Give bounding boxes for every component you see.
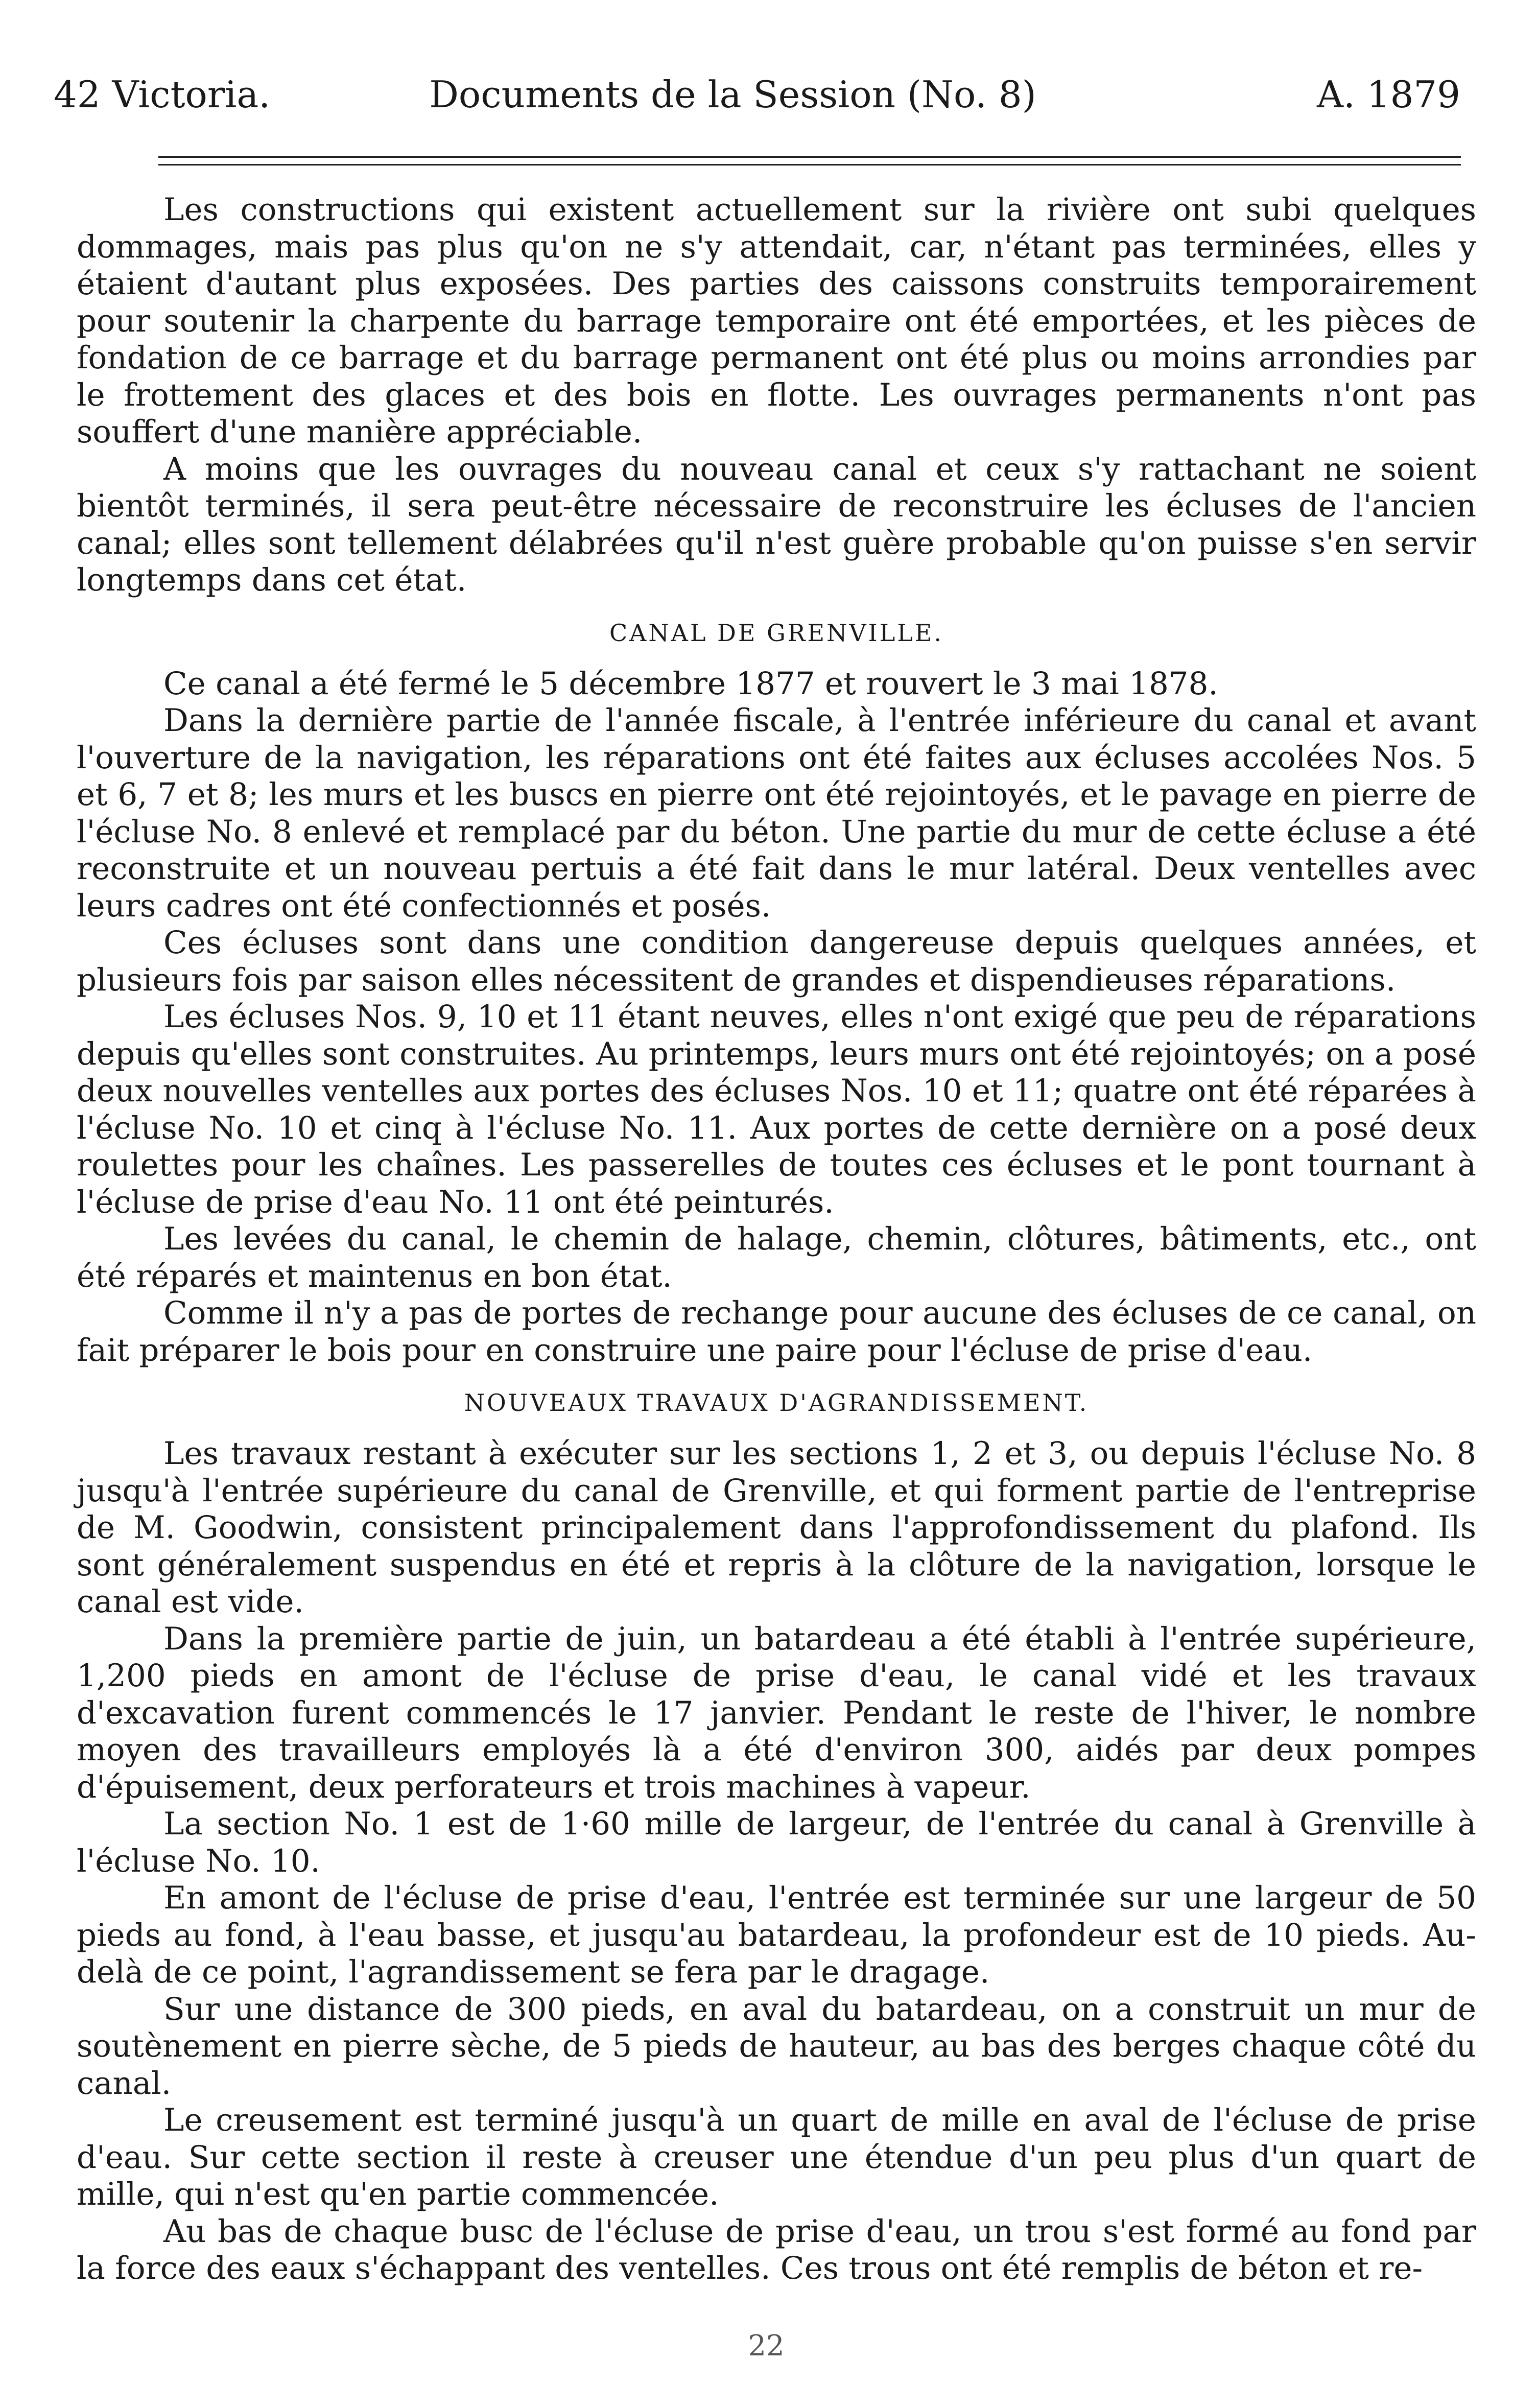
paragraph: Les constructions qui existent actuellement sur la rivière ont subi quelques dommages, mais pas plus qu'on ne s'y attendait, car, n'étant pas terminées, elles y étaient d'autant plus exposées. Des parties des caissons construits temporairement pour soutenir la charpente du barrage temporaire ont été emportées, et les pièces de fondation de ce barrage et du barrage permanent ont été plus ou moins arrondies par le frottement des glaces et des bois en flotte. Les ouvrages permanents n'ont pas souffert d'une manière appréciable. <box>77 192 1476 450</box>
paragraph: Comme il n'y a pas de portes de rechange pour aucune des écluses de ce canal, on fait préparer le bois pour en construire une paire pour l'écluse de prise d'eau. <box>77 1295 1476 1368</box>
page-body <box>77 192 1476 2287</box>
paragraph: Dans la première partie de juin, un batardeau a été établi à l'entrée supérieure, 1,200 pieds en amont de l'écluse de prise d'eau, le canal vidé et les travaux d'excavation furent commencés le 17 janvier. Pendant le reste de l'hiver, le nombre moyen des travailleurs employés là a été d'environ 300, aidés par deux pompes d'épuisement, deux perforateurs et trois machines à vapeur. <box>77 1620 1476 1805</box>
paragraph: Les travaux restant à exécuter sur les sections 1, 2 et 3, ou depuis l'écluse No. 8 jusqu'à l'entrée supérieure du canal de Grenville, et qui forment partie de l'entreprise de M. Goodwin, consistent principalement dans l'approfondissement du plafond. Ils sont généralement suspendus en été et repris à la clôture de la navigation, lorsque le canal est vide. <box>77 1435 1476 1620</box>
paragraph: A moins que les ouvrages du nouveau canal et ceux s'y rattachant ne soient bientôt terminés, il sera peut-être nécessaire de reconstruire les écluses de l'ancien canal; elles sont tellement délabrées qu'il n'est guère probable qu'on puisse s'en servir longtemps dans cet état. <box>77 451 1476 598</box>
paragraph: Les écluses Nos. 9, 10 et 11 étant neuves, elles n'ont exigé que peu de réparations depuis qu'elles sont construites. Au printemps, leurs murs ont été rejointoyés; on a posé deux nouvelles ventelles aux portes des écluses Nos. 10 et 11; quatre ont été réparées à l'écluse No. 10 et cinq à l'écluse No. 11. Aux portes de cette dernière on a posé deux roulettes pour les chaînes. Les passerelles de toutes ces écluses et le pont tournant à l'écluse de prise d'eau No. 11 ont été peinturés. <box>77 999 1476 1220</box>
header-volume: 42 Victoria. <box>54 73 271 116</box>
paragraph: Sur une distance de 300 pieds, en aval du batardeau, on a construit un mur de soutènement en pierre sèche, de 5 pieds de hauteur, au bas des berges chaque côté du canal. <box>77 1991 1476 2102</box>
paragraph: En amont de l'écluse de prise d'eau, l'entrée est terminée sur une largeur de 50 pieds au fond, à l'eau basse, et jusqu'au batardeau, la profondeur est de 10 pieds. Au-delà de ce point, l'agrandissement se fera par le dragage. <box>77 1880 1476 1990</box>
paragraph: Dans la dernière partie de l'année fiscale, à l'entrée inférieure du canal et avant l'ouverture de la navigation, les réparations ont été faites aux écluses accolées Nos. 5 et 6, 7 et 8; les murs et les buscs en pierre ont été rejointoyés, et le pavage en pierre de l'écluse No. 8 enlevé et remplacé par du béton. Une partie du mur de cette écluse a été reconstruite et un nouveau pertuis a été fait dans le mur latéral. Deux ventelles avec leurs cadres ont été confectionnés et posés. <box>77 702 1476 924</box>
header-title: Documents de la Session (No. 8) <box>429 73 1036 116</box>
header-rule <box>158 156 1461 166</box>
running-header <box>54 66 1460 123</box>
header-year: A. 1879 <box>1316 73 1460 116</box>
paragraph: Au bas de chaque busc de l'écluse de prise d'eau, un trou s'est formé au fond par la force des eaux s'échappant des ventelles. Ces trous ont été remplis de béton et re- <box>77 2213 1476 2286</box>
paragraph: La section No. 1 est de 1·60 mille de largeur, de l'entrée du canal à Grenville à l'écluse No. 10. <box>77 1806 1476 1879</box>
paragraph: Les levées du canal, le chemin de halage, chemin, clôtures, bâtiments, etc., ont été réparés et maintenus en bon état. <box>77 1221 1476 1294</box>
paragraph: Ce canal a été fermé le 5 décembre 1877 et rouvert le 3 mai 1878. <box>163 665 1218 702</box>
paragraph: Le creusement est terminé jusqu'à un quart de mille en aval de l'écluse de prise d'eau. Sur cette section il reste à creuser une étendue d'un peu plus d'un quart de mille, qui n'est qu'en partie commencée. <box>77 2102 1476 2212</box>
page-number: 22 <box>748 2329 785 2363</box>
section-heading-travaux: NOUVEAUX TRAVAUX D'AGRANDISSEMENT. <box>464 1389 1089 1417</box>
paragraph: Ces écluses sont dans une condition dangereuse depuis quelques années, et plusieurs fois par saison elles nécessitent de grandes et dispendieuses réparations. <box>77 925 1476 998</box>
section-heading-grenville: CANAL DE GRENVILLE. <box>609 619 944 647</box>
